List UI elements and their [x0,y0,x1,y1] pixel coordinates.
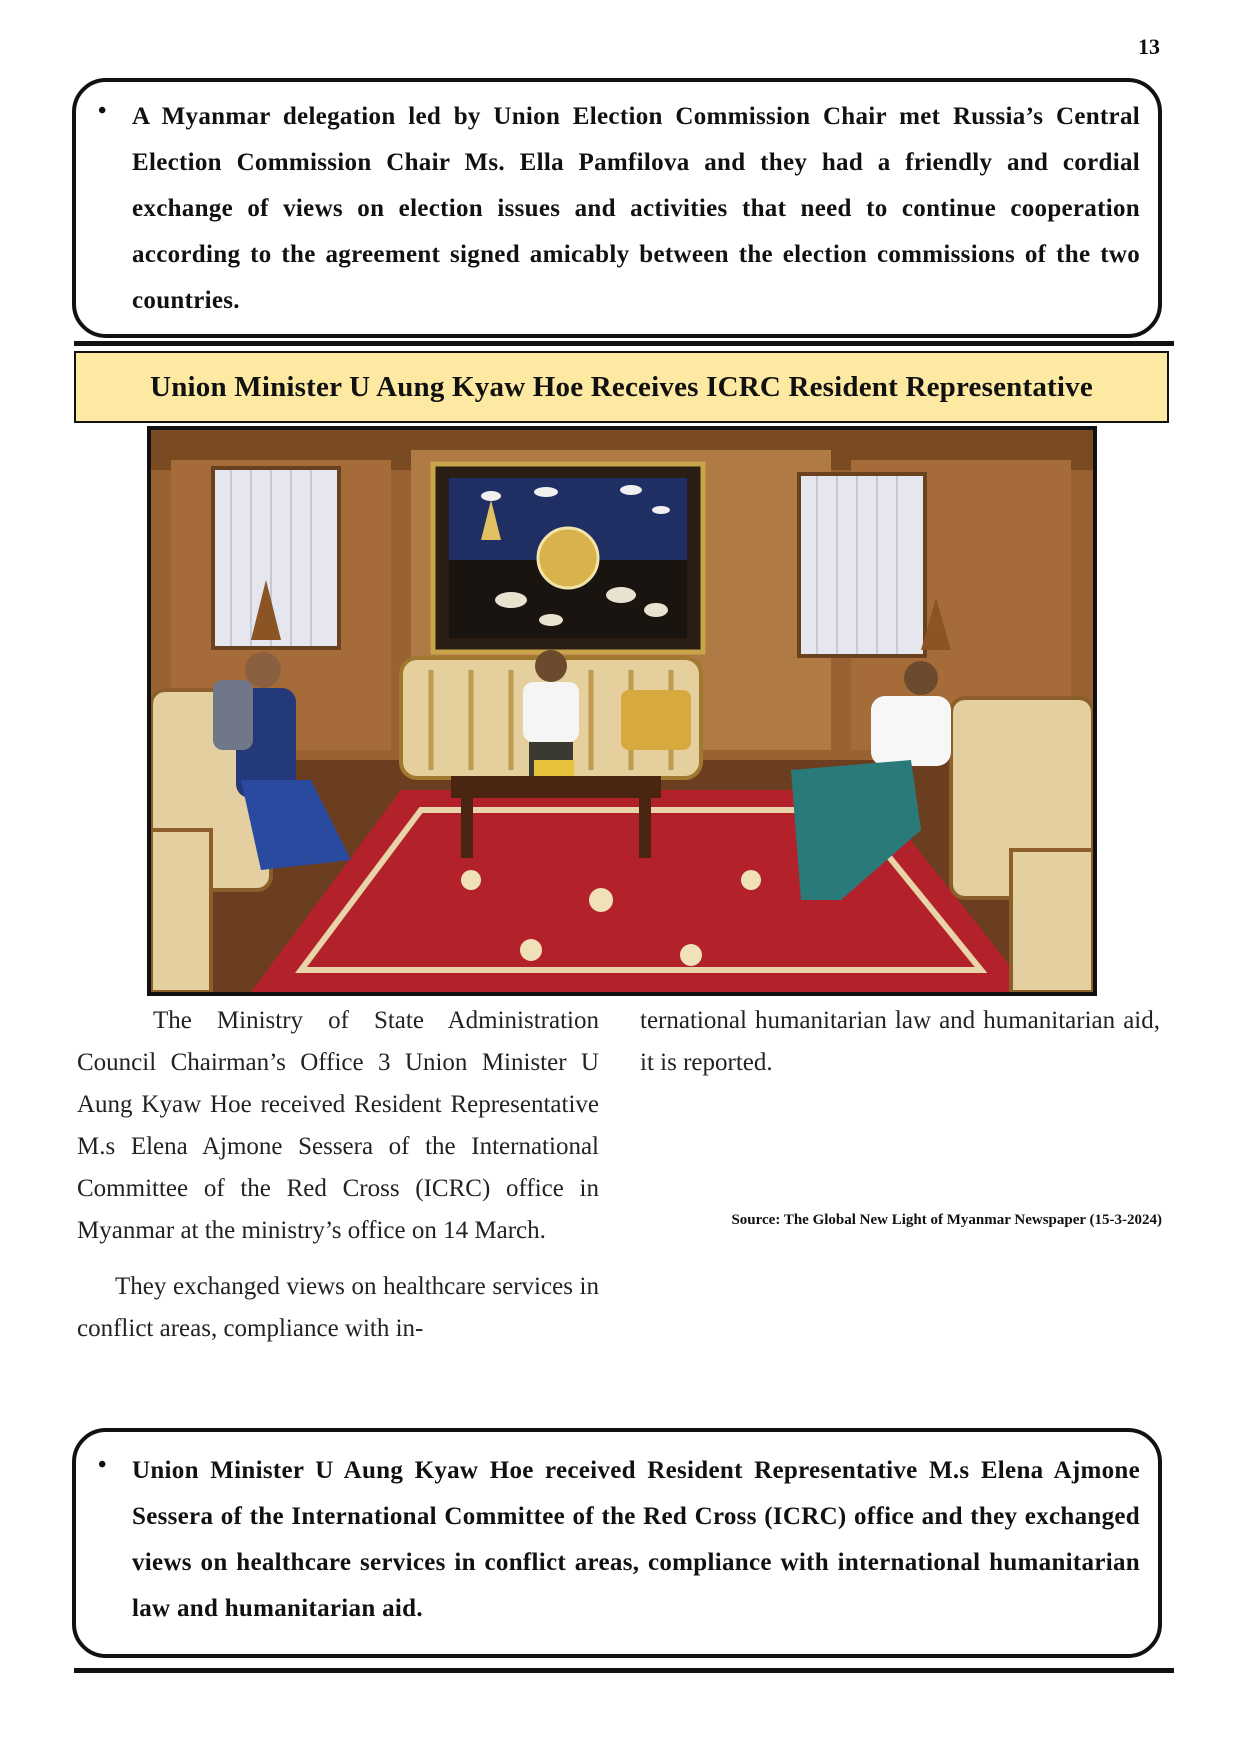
divider-rule [74,1668,1174,1673]
bottom-summary-text: Union Minister U Aung Kyaw Hoe received Resident Representative M.s Elena Ajmone Sessera of the International Committee of the Red Cross (ICRC) office and they exchanged views on healthcare services in conflict areas, compliance with international humanitarian law and humanitarian aid. [132,1457,1140,1622]
meeting-room-photo [151,430,1093,992]
bullet: • [98,1452,107,1478]
bottom-summary-box [72,1428,1162,1658]
divider-rule [74,341,1174,346]
article-paragraph: ternational humanitarian law and humanitarian aid, it is reported. [640,1007,1160,1076]
article-paragraph: The Ministry of State Administration Council Chairman’s Office 3 Union Minister U Aung Kyaw Hoe received Resident Representative M.s Elena Ajmone Sessera of the International Committee of the Red Cross (ICRC) office in Myanmar at the ministry’s office on 14 March. [77,1007,599,1244]
article-right-column [640,1000,1160,1084]
bullet: • [98,98,107,124]
page-number: 13 [1138,34,1160,59]
top-summary-text: A Myanmar delegation led by Union Election Commission Chair met Russia’s Central Election Commission Chair Ms. Ella Pamfilova and they had a friendly and cordial exchange of views on election issues and activities that need to continue cooperation according to the agreement signed amicably between the election commissions of the two countries. [132,103,1140,314]
top-summary-box [72,78,1162,338]
headline-bar [74,351,1169,423]
article-left-column [77,1000,599,1350]
article-paragraph: They exchanged views on healthcare services in conflict areas, compliance with in- [77,1273,599,1342]
article-photo [147,426,1097,996]
source-citation: Source: The Global New Light of Myanmar Newspaper (15-3-2024) [731,1212,1162,1228]
article-headline: Union Minister U Aung Kyaw Hoe Receives ICRC Resident Representative [150,370,1093,403]
